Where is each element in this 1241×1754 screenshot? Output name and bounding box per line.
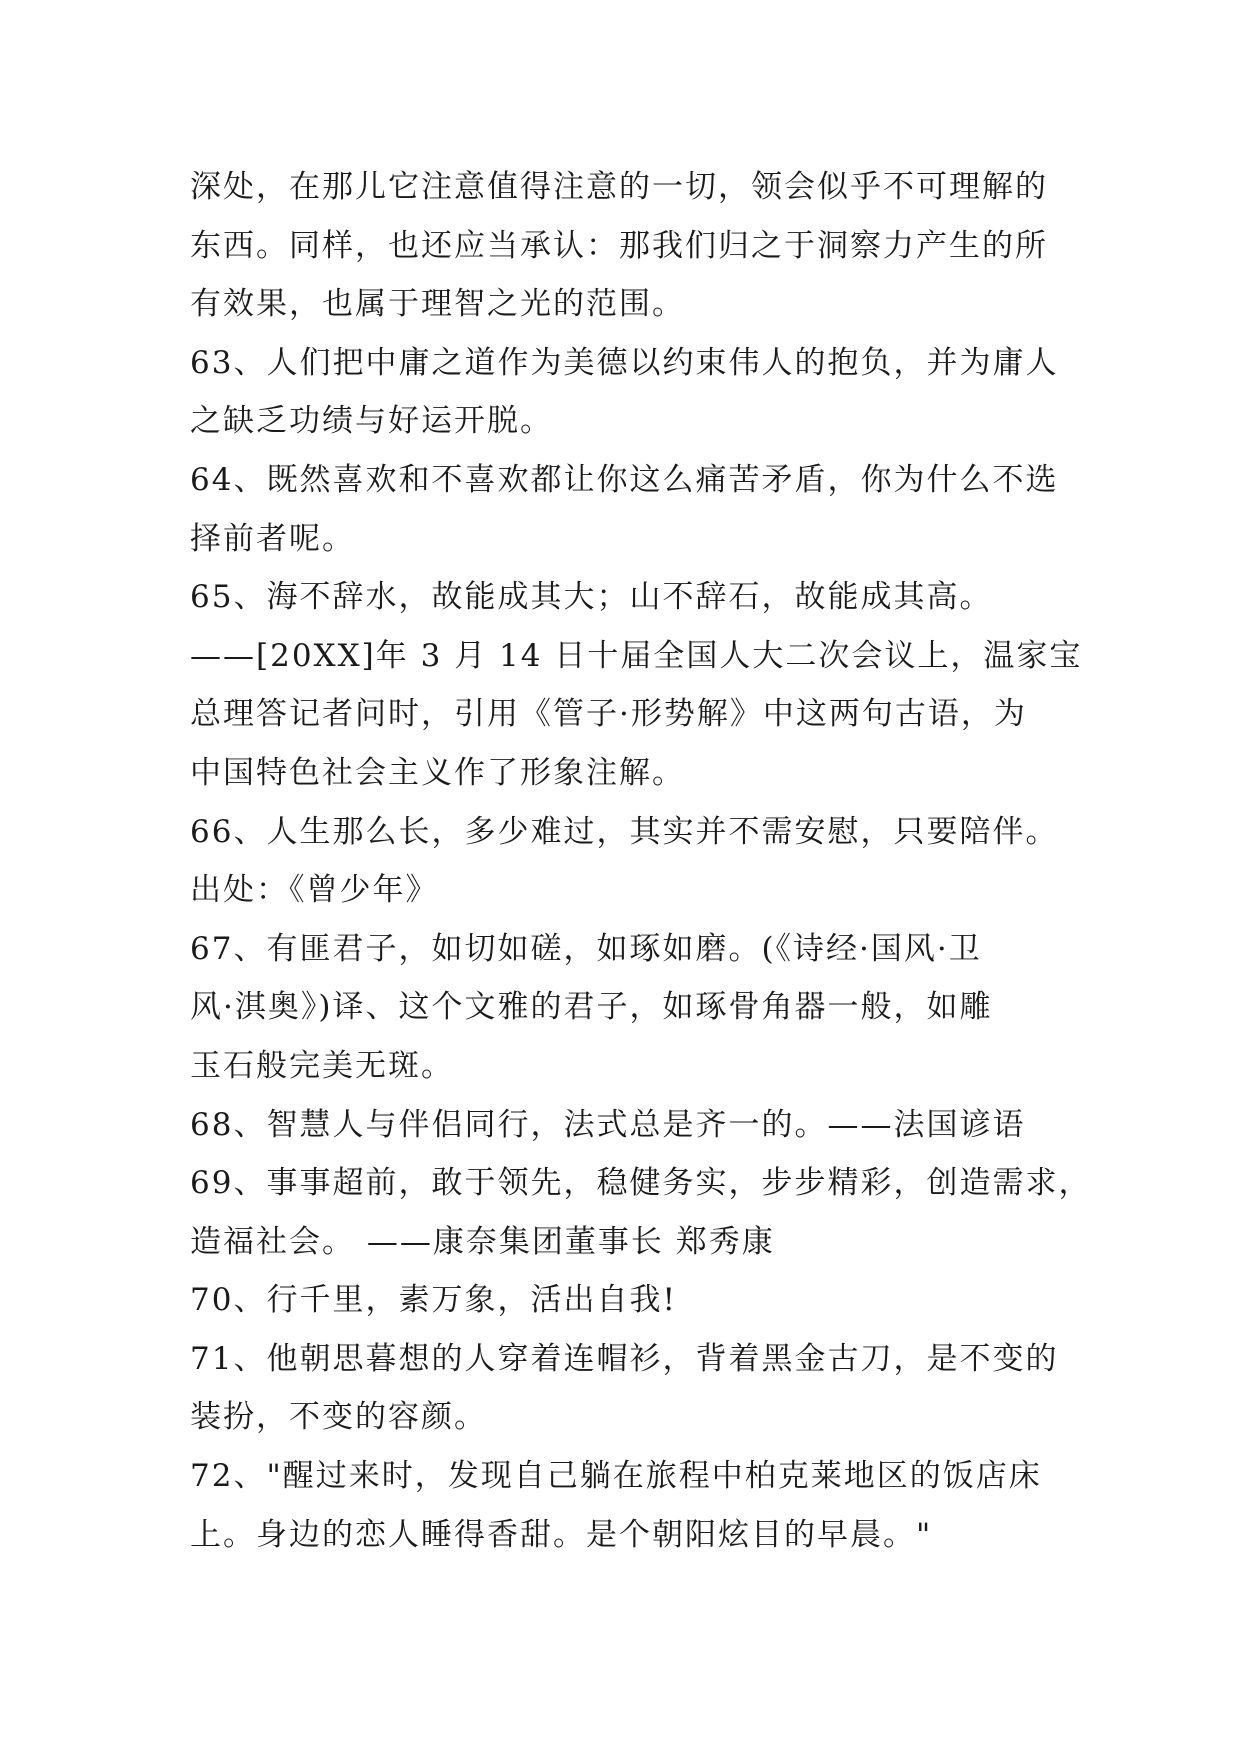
text-line: 择前者呢。 bbox=[190, 520, 355, 557]
text-line: 65、海不辞水，故能成其大；山不辞石，故能成其高。 bbox=[190, 579, 993, 616]
text-line: 70、行千里，素万象，活出自我! bbox=[190, 1282, 677, 1319]
text-line: 出处：《曾少年》 bbox=[190, 872, 439, 909]
text-line: ——[20XX]年 3 月 14 日十届全国人大二次会议上，温家宝 bbox=[190, 637, 1083, 674]
text-line: 71、他朝思暮想的人穿着连帽衫，背着黑金古刀，是不变的 bbox=[190, 1340, 1059, 1377]
text-line: 68、智慧人与伴侣同行，法式总是齐一的。——法国谚语 bbox=[190, 1106, 1026, 1143]
text-line: 64、既然喜欢和不喜欢都让你这么痛苦矛盾，你为什么不选 bbox=[190, 461, 1059, 498]
text-line: 风·淇奥》)译、这个文雅的君子，如琢骨角器一般，如雕 bbox=[190, 989, 993, 1026]
text-line: 中国特色社会主义作了形象注解。 bbox=[190, 754, 685, 791]
text-line: 玉石般完美无斑。 bbox=[190, 1047, 454, 1084]
text-line: 东西。同样，也还应当承认：那我们归之于洞察力产生的所 bbox=[190, 227, 1048, 264]
text-line: 69、事事超前，敢于领先，稳健务实，步步精彩，创造需求， bbox=[190, 1165, 1092, 1202]
document-body bbox=[190, 158, 1092, 1564]
text-line: 有效果，也属于理智之光的范围。 bbox=[190, 286, 685, 323]
text-line: 总理答记者问时，引用《管子·形势解》中这两句古语，为 bbox=[190, 696, 1027, 733]
text-line: 之缺乏功绩与好运开脱。 bbox=[190, 403, 553, 440]
text-line: 深处，在那儿它注意值得注意的一切，领会似乎不可理解的 bbox=[190, 169, 1048, 205]
text-line: 63、人们把中庸之道作为美德以约束伟人的抱负，并为庸人 bbox=[190, 344, 1059, 381]
text-line: 66、人生那么长，多少难过，其实并不需安慰，只要陪伴。 bbox=[190, 813, 1059, 850]
text-line: 72、"醒过来时，发现自己躺在旅程中柏克莱地区的饭店床 bbox=[190, 1458, 1042, 1495]
text-line: 装扮，不变的容颜。 bbox=[190, 1399, 487, 1436]
text-line: 上。身边的恋人睡得香甜。是个朝阳炫目的早晨。" bbox=[190, 1516, 933, 1553]
text-line: 67、有匪君子，如切如磋，如琢如磨。(《诗经·国风·卫 bbox=[190, 930, 982, 967]
text-line: 造福社会。 ——康奈集团董事长 郑秀康 bbox=[190, 1223, 775, 1260]
